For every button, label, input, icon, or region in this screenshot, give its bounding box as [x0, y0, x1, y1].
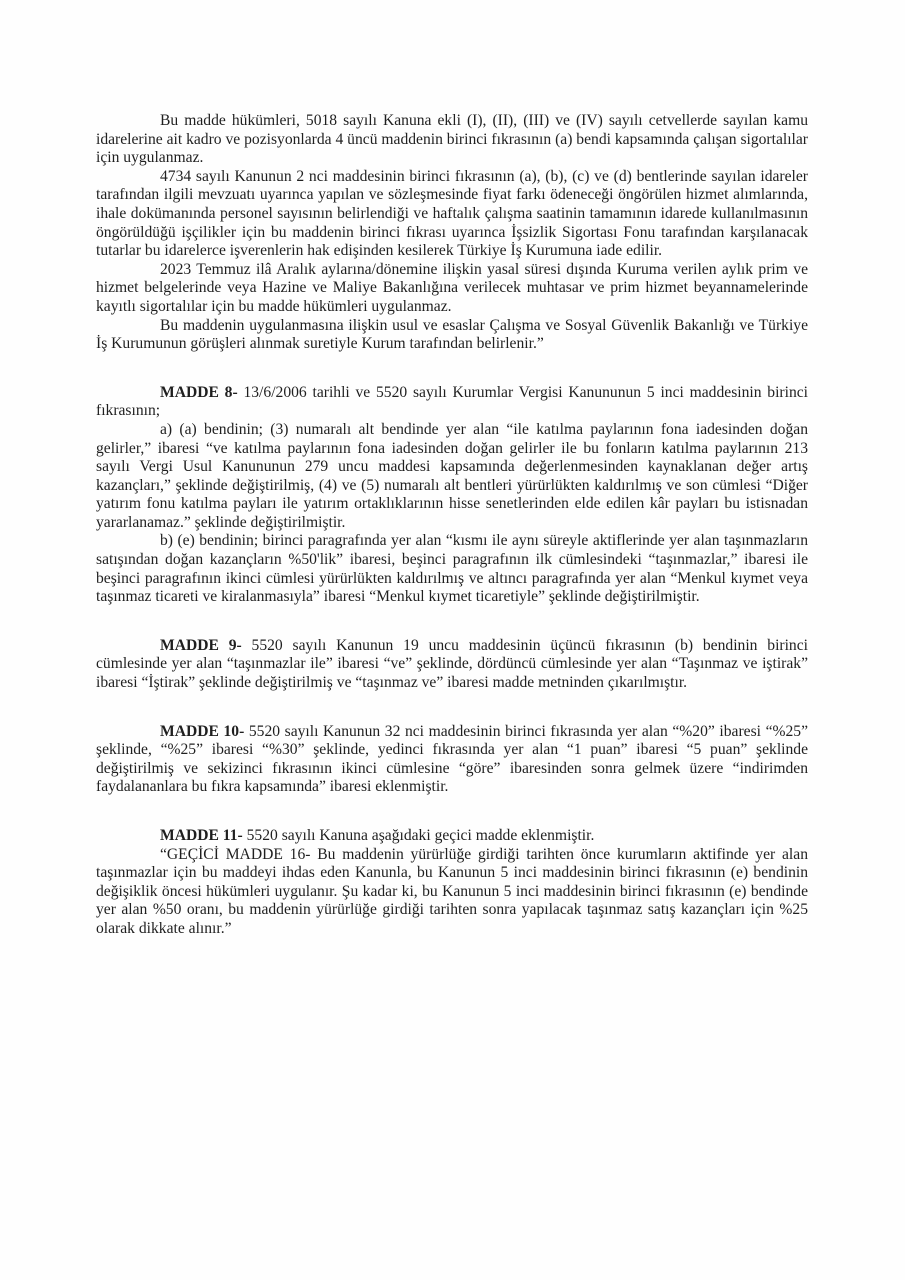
madde-8-intro — [96, 384, 808, 421]
paragraph: Bu madde hükümleri, 5018 sayılı Kanuna ekli (I), (II), (III) ve (IV) sayılı cetvellerde sayılan kamu idarelerine ait kadro ve pozisyonlarda 4 üncü maddenin birinci fıkrasının (a) bendi kapsamında çalışan sigortalılar için uygulanmaz. — [96, 112, 808, 167]
madde-10-label: MADDE 10- — [160, 722, 245, 740]
section-gap — [96, 693, 808, 723]
madde-8-label: MADDE 8- — [160, 383, 238, 401]
madde-11-label: MADDE 11- — [160, 827, 243, 844]
madde-11-text: 5520 sayılı Kanuna aşağıdaki geçici madde eklenmiştir. — [242, 827, 595, 844]
paragraph: 2023 Temmuz ilâ Aralık aylarına/dönemine ilişkin yasal süresi dışında Kuruma verilen aylık prim ve hizmet belgelerinde veya Hazine ve Maliye Bakanlığına verilecek muhtasar ve prim hizmet beyannamelerinde kayıtlı sigortalılar için bu madde hükümleri uygulanmaz. — [96, 260, 808, 315]
gecici-madde-16: “GEÇİCİ MADDE 16- Bu maddenin yürürlüğe girdiği tarihten önce kurumların aktifinde yer alan taşınmazlar için bu maddeyi ihdas eden Kanunla, bu Kanunun 5 inci maddesinin birinci fıkrasının (e) bendinin değişiklik öncesi hükümleri uygulanır. Şu kadar ki, bu Kanunun 5 inci maddesinin birinci fıkrasının (e) bendinde yer alan %50 oranı, bu maddenin yürürlüğe girdiği tarihten sonra yapılacak taşınmaz satış kazançları için %25 olarak dikkate alınır.” — [96, 845, 808, 937]
madde-9-text: 5520 sayılı Kanunun 19 uncu maddesinin üçüncü fıkrasının (b) bendinin birinci cümlesinde yer alan “taşınmazlar ile” ibaresi “ve” şeklinde, dördüncü cümlesinde yer alan “Taşınmaz ve iştirak” ibaresi “İştirak” şeklinde değiştirilmiş ve “taşınmaz ve” ibaresi madde metninden çıkarılmıştır. — [96, 636, 808, 692]
madde-10 — [96, 723, 808, 797]
section-gap — [96, 797, 808, 827]
madde-11 — [96, 827, 808, 846]
paragraph: 4734 sayılı Kanunun 2 nci maddesinin birinci fıkrasının (a), (b), (c) ve (d) bentlerinde sayılan idareler tarafından ilgili mevzuatı uyarınca yapılan ve sözleşmesinde fiyat farkı ödeneceği öngörülen hizmet alımlarında, ihale dokümanında personel sayısının belirlendiği ve haftalık çalışma saatinin tamamının idarede kullanılmasının öngörüldüğü işçilikler için bu maddenin birinci fıkrası uyarınca İşsizlik Sigortası Fonu tarafından karşılanacak tutarlar bu idarelerce işverenlerin hak edişinden kesilerek Türkiye İş Kurumuna iade edilir. — [96, 167, 808, 260]
madde-9 — [96, 637, 808, 693]
paragraph: Bu maddenin uygulanmasına ilişkin usul ve esaslar Çalışma ve Sosyal Güvenlik Bakanlığı ve Türkiye İş Kurumunun görüşleri alınmak suretiyle Kurum tarafından belirlenir.” — [96, 316, 808, 353]
madde-9-label: MADDE 9- — [160, 636, 242, 654]
madde-8-a: a) (a) bendinin; (3) numaralı alt bendinde yer alan “ile katılma paylarının fona iadesinden doğan gelirler,” ibaresi “ve katılma paylarının fona iadesinden doğan gelirler ile bu fonların katılma paylarının 213 sayılı Vergi Usul Kanununun 279 uncu maddesi kapsamında değerlenmesinden kaynaklanan değer artış kazançları,” şeklinde değiştirilmiş, (4) ve (5) numaralı alt bentleri yürürlükten kaldırılmış ve son cümlesi “Diğer yatırım fonu katılma payları ile yatırım ortaklıklarının hisse senetlerinden elde edilen kâr payları bu istisnadan yararlanamaz.” şeklinde değiştirilmiştir. — [96, 420, 808, 531]
section-gap — [96, 354, 808, 384]
document-body — [96, 112, 808, 939]
madde-10-text: 5520 sayılı Kanunun 32 nci maddesinin birinci fıkrasında yer alan “%20” ibaresi “%25” şeklinde, “%25” ibaresi “%30” şeklinde, yedinci fıkrasında yer alan “1 puan” ibaresi “5 puan” şeklinde değiştirilmiş ve sekizinci fıkrasının ikinci cümlesine “göre” ibaresinden sonra gelmek üzere “indirimden faydalananlara bu fıkra kapsamında” ibaresi eklenmiştir. — [96, 722, 808, 796]
madde-8-b: b) (e) bendinin; birinci paragrafında yer alan “kısmı ile aynı süreyle aktiflerinde yer alan taşınmazların satışından doğan kazançların %50'lik” ibaresi, beşinci paragrafının ilk cümlesindeki “taşınmazlar,” ibaresi ile beşinci paragrafının ikinci cümlesi yürürlükten kaldırılmış ve altıncı paragrafında yer alan “Menkul kıymet veya taşınmaz ticareti ve kiralanmasıyla” ibaresi “Menkul kıymet ticaretiyle” şeklinde değiştirilmiştir. — [96, 532, 808, 606]
section-gap — [96, 607, 808, 637]
madde-8-text: 13/6/2006 tarihli ve 5520 sayılı Kurumlar Vergisi Kanununun 5 inci maddesinin birinci fıkrasının; — [96, 383, 809, 420]
